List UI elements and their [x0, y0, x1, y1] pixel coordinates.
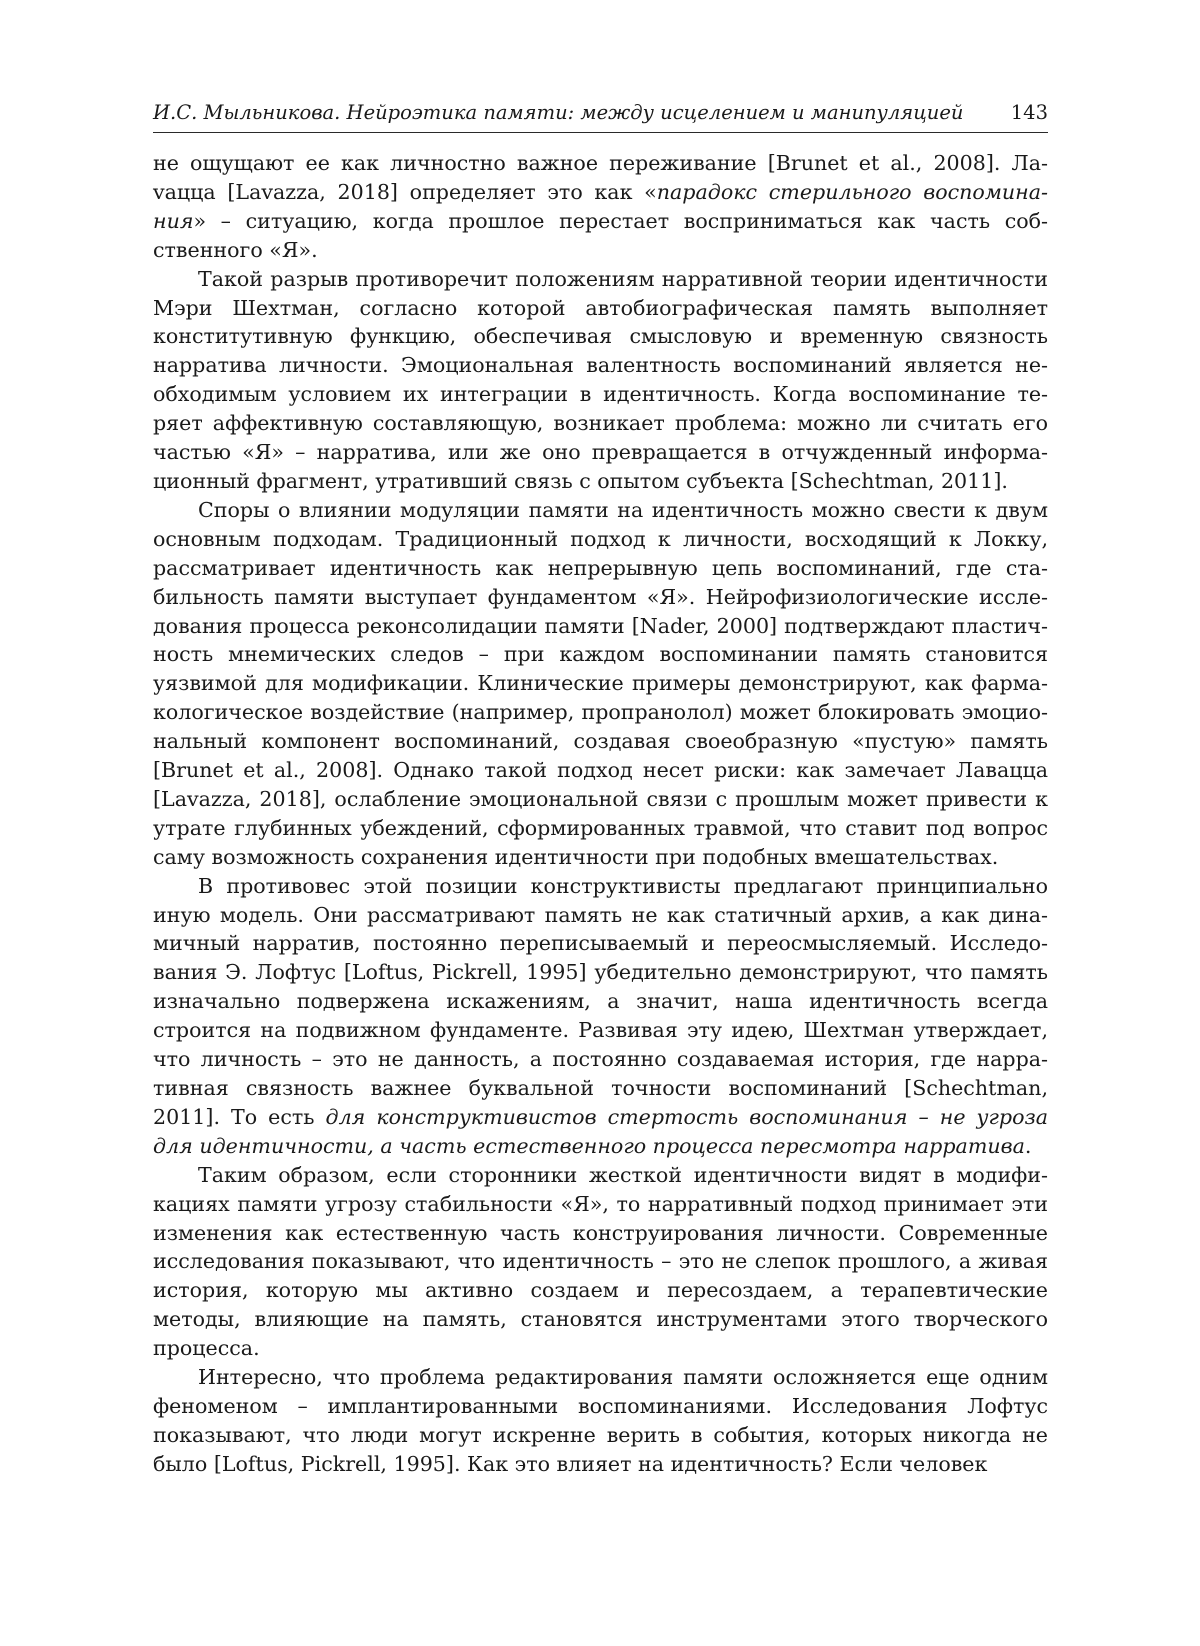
paragraph: [153, 149, 1048, 265]
text-run: Споры о влиянии модуляции памяти на идентичность можно свести к двум основным подходам. Традиционный подход к личности, восходящий к Локку, рассматривает идентичность как непрерывную цепь воспоминаний, где стабильность памяти выступает фундаментом «Я». Нейрофизиологические исследования процесса реконсолидации памяти [Nader, 2000] подтверждают пластичность мнемических следов – при каждом воспоминании память становится уязвимой для модификации. Клинические примеры демонстрируют, как фармакологическое воздействие (например, пропранолол) может блокировать эмоциональный компонент воспоминаний, создавая своеобразную «пустую» память [Brunet et al., 2008]. Однако такой подход несет риски: как замечает Лавацца [Lavazza, 2018], ослабление эмоциональной связи с прошлым может привести к утрате глубинных убеждений, сформированных травмой, что ставит под вопрос саму возможность сохранения идентичности при подобных вмешательствах.: [153, 497, 1048, 869]
article-body: [153, 149, 1048, 1479]
paragraph: [153, 1363, 1048, 1479]
journal-page: [153, 100, 1048, 1479]
paragraph: [153, 496, 1048, 872]
italic-text-run: для конструктивистов стертость воспоминания – не угроза для идентичности, а часть естественного процесса пересмотра нарратива: [153, 1104, 1049, 1158]
text-run: не ощущают ее как личностно важное переживание [Brunet et al., 2008]. Лаvацца [Lavazza, 2018] определяет это как «: [153, 151, 1048, 204]
text-run: .: [1024, 1133, 1032, 1158]
page-number: 143: [1010, 101, 1048, 124]
text-run: » – ситуацию, когда прошлое перестает восприниматься как часть собственного «Я».: [153, 208, 1048, 262]
text-run: Такой разрыв противоречит положениям нарративной теории идентичности Мэри Шехтман, согласно которой автобиографическая память выполняет конститутивную функцию, обеспечивая смысловую и временную связность нарратива личности. Эмоциональная валентность воспоминаний является необходимым условием их интеграции в идентичность. Когда воспоминание теряет аффективную составляющую, возникает проблема: можно ли считать его частью «Я» – нарратива, или же оно превращается в отчужденный информационный фрагмент, утративший связь с опытом субъекта [Schechtman, 2011].: [153, 266, 1048, 493]
running-header: [153, 100, 1048, 133]
paragraph: [153, 1161, 1048, 1363]
text-run: Интересно, что проблема редактирования памяти осложняется еще одним феноменом – имплантированными воспоминаниями. Исследования Лофтус показывают, что люди могут искренне верить в события, которых никогда не было [Loftus, Pickrell, 1995]. Как это влияет на идентичность? Если человек: [153, 1365, 1048, 1476]
paragraph: [153, 872, 1048, 1161]
running-header-title: И.С. Мыльникова. Нейроэтика памяти: между исцелением и манипуляцией: [153, 101, 964, 124]
paragraph: [153, 265, 1048, 496]
text-run: В противовес этой позиции конструктивисты предлагают принципиально иную модель. Они рассматривают память не как статичный архив, а как динамичный нарратив, постоянно переписываемый и переосмысляемый. Исследования Э. Лофтус [Loftus, Pickrell, 1995] убедительно демонстрируют, что память изначально подвержена искажениям, а значит, наша идентичность всегда строится на подвижном фундаменте. Развивая эту идею, Шехтман утверждает, что личность – это не данность, а постоянно создаваемая история, где нарративная связность важнее буквальной точности воспоминаний [Schechtman, 2011]. То есть: [153, 873, 1048, 1129]
text-run: Таким образом, если сторонники жесткой идентичности видят в модификациях памяти угрозу стабильности «Я», то нарративный подход принимает эти изменения как естественную часть конструирования личности. Современные исследования показывают, что идентичность – это не слепок прошлого, а живая история, которую мы активно создаем и пересоздаем, а терапевтические методы, влияющие на память, становятся инструментами этого творческого процесса.: [153, 1162, 1048, 1361]
italic-text-run: парадокс стерильного воспоминания: [153, 179, 1048, 233]
